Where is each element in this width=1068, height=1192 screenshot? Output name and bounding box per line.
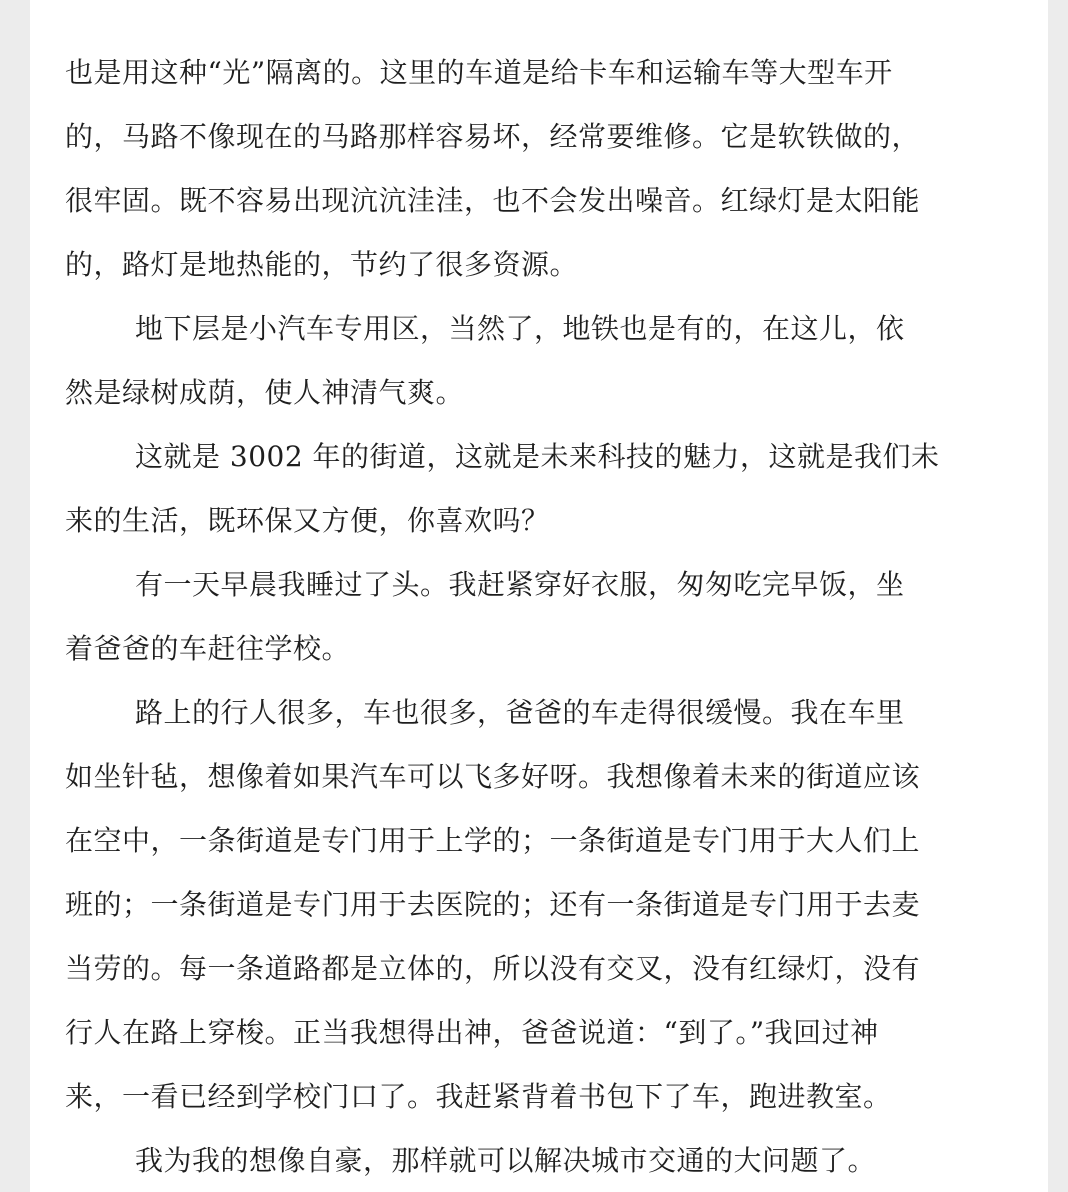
text-line: 也是用这种“光”隔离的。这里的车道是给卡车和运输车等大型车开	[65, 56, 893, 89]
text-line: 当劳的。每一条道路都是立体的，所以没有交叉，没有红绿灯，没有	[65, 952, 921, 985]
text-line: 的，马路不像现在的马路那样容易坏，经常要维修。它是软铁做的，	[65, 120, 921, 153]
paragraph-first-line: 这就是 3002 年的街道，这就是未来科技的魅力，这就是我们未	[135, 440, 940, 473]
text-line: 来，一看已经到学校门口了。我赶紧背着书包下了车，跑进教室。	[65, 1080, 892, 1113]
text-line: 来的生活，既环保又方便，你喜欢吗？	[65, 504, 550, 537]
paragraph-first-line: 地下层是小汽车专用区，当然了，地铁也是有的，在这儿，依	[135, 312, 905, 345]
text-line: 如坐针毡，想像着如果汽车可以飞多好呀。我想像着未来的街道应该	[65, 760, 921, 793]
paragraph-first-line: 我为我的想像自豪，那样就可以解决城市交通的大问题了。	[135, 1144, 877, 1177]
text-line: 班的；一条街道是专门用于去医院的；还有一条街道是专门用于去麦	[65, 888, 921, 921]
text-line: 很牢固。既不容易出现沆沆洼洼，也不会发出噪音。红绿灯是太阳能	[65, 184, 921, 217]
text-line: 行人在路上穿梭。正当我想得出神，爸爸说道：“到了。”我回过神	[65, 1016, 879, 1049]
paragraph-first-line: 有一天早晨我睡过了头。我赶紧穿好衣服，匆匆吃完早饭，坐	[135, 568, 905, 601]
text-line: 然是绿树成荫，使人神清气爽。	[65, 376, 465, 409]
text-line: 着爸爸的车赶往学校。	[65, 632, 351, 665]
text-line: 的，路灯是地热能的，节约了很多资源。	[65, 248, 579, 281]
text-line: 在空中，一条街道是专门用于上学的；一条街道是专门用于大人们上	[65, 824, 921, 857]
paragraph-first-line: 路上的行人很多，车也很多，爸爸的车走得很缓慢。我在车里	[135, 696, 905, 729]
document-page	[30, 0, 1048, 1192]
